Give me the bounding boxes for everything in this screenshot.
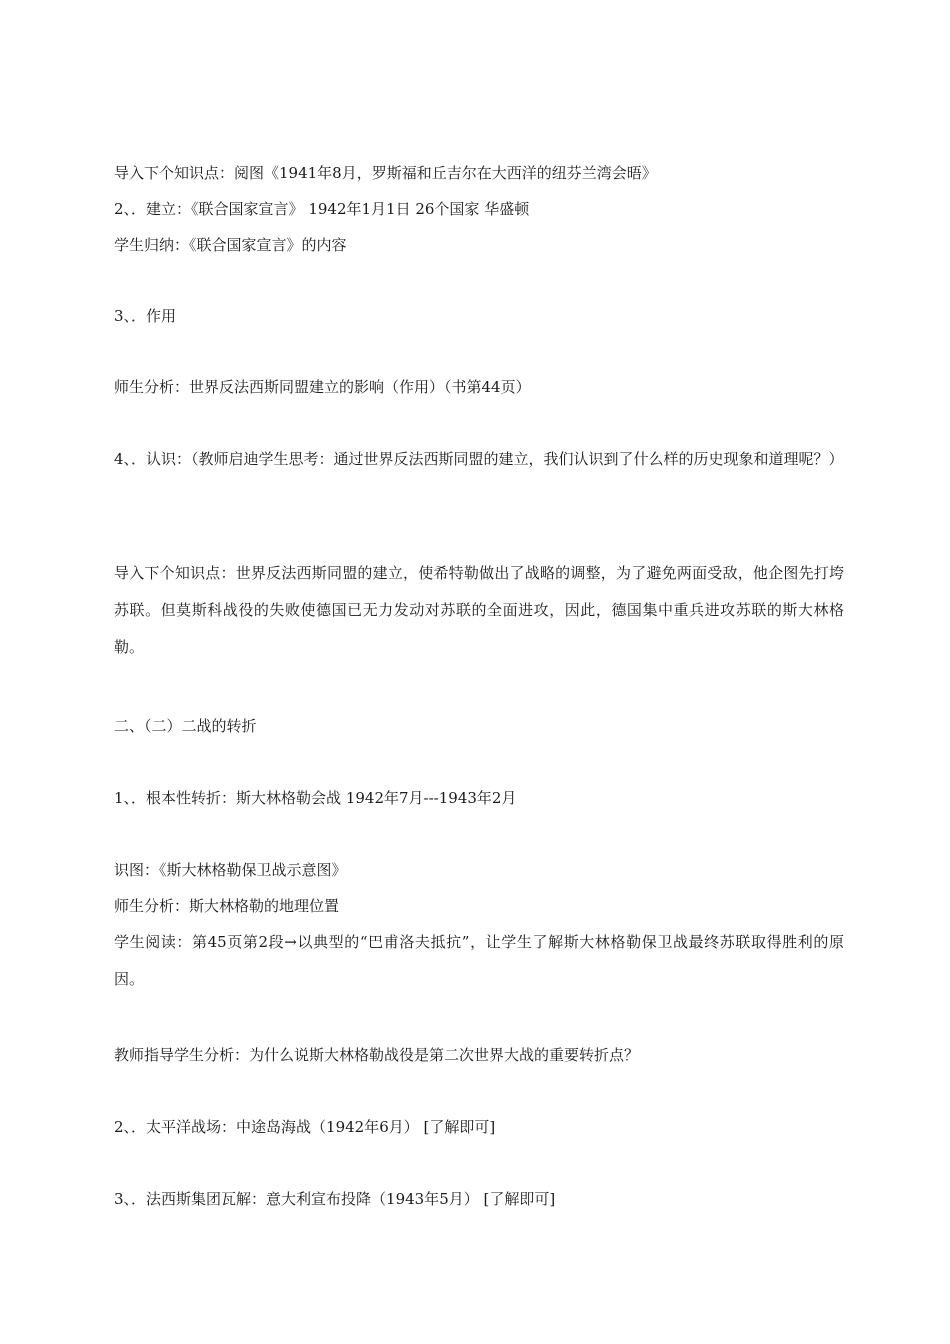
text-paragraph-student-reading: 学生阅读：第45页第2段→以典型的“巴甫洛夫抵抗”，让学生了解斯大林格勒保卫战最终苏联取得胜利的原因。 — [114, 933, 844, 988]
text-line-geography-analysis: 师生分析：斯大林格勒的地理位置 — [114, 897, 340, 915]
text-line-map-reading: 识图：《斯大林格勒保卫战示意图》 — [114, 861, 347, 879]
text-line-analysis-impact: 师生分析：世界反法西斯同盟建立的影响（作用）（书第44页） — [114, 378, 531, 396]
text-line-teacher-guidance: 教师指导学生分析：为什么说斯大林格勒战役是第二次世界大战的重要转折点？ — [114, 1046, 640, 1064]
text-line-italy-surrender: 3、．法西斯集团瓦解：意大利宣布投降（1943年5月） [了解即可] — [114, 1190, 556, 1208]
text-line-student-summary: 学生归纳：《联合国家宣言》的内容 — [114, 236, 347, 254]
text-line-establishment: 2、．建立：《联合国家宣言》 1942年1月1日 26个国家 华盛顿 — [114, 200, 530, 218]
text-line-function-heading: 3、．作用 — [114, 307, 177, 325]
text-line-midway: 2、．太平洋战场：中途岛海战（1942年6月） [了解即可] — [114, 1118, 496, 1136]
text-paragraph-understanding: 4、．认识：（教师启迪学生思考：通过世界反法西斯同盟的建立，我们认识到了什么样的历史现象和道理呢？） — [114, 450, 844, 468]
text-paragraph-intro-stalingrad: 导入下个知识点：世界反法西斯同盟的建立，使希特勒做出了战略的调整，为了避免两面受敌，他企图先打垮苏联。但莫斯科战役的失败使德国已无力发动对苏联的全面进攻，因此，德国集中重兵进攻苏联的斯大林格勒。 — [114, 564, 844, 656]
text-line-intro-meeting: 导入下个知识点：阅图《1941年8月，罗斯福和丘吉尔在大西洋的纽芬兰湾会晤》 — [114, 164, 657, 182]
section-heading-turning-point: 二、（二）二战的转折 — [114, 717, 257, 735]
text-line-fundamental-turn: 1、．根本性转折：斯大林格勒会战 1942年7月---1943年2月 — [114, 789, 517, 807]
